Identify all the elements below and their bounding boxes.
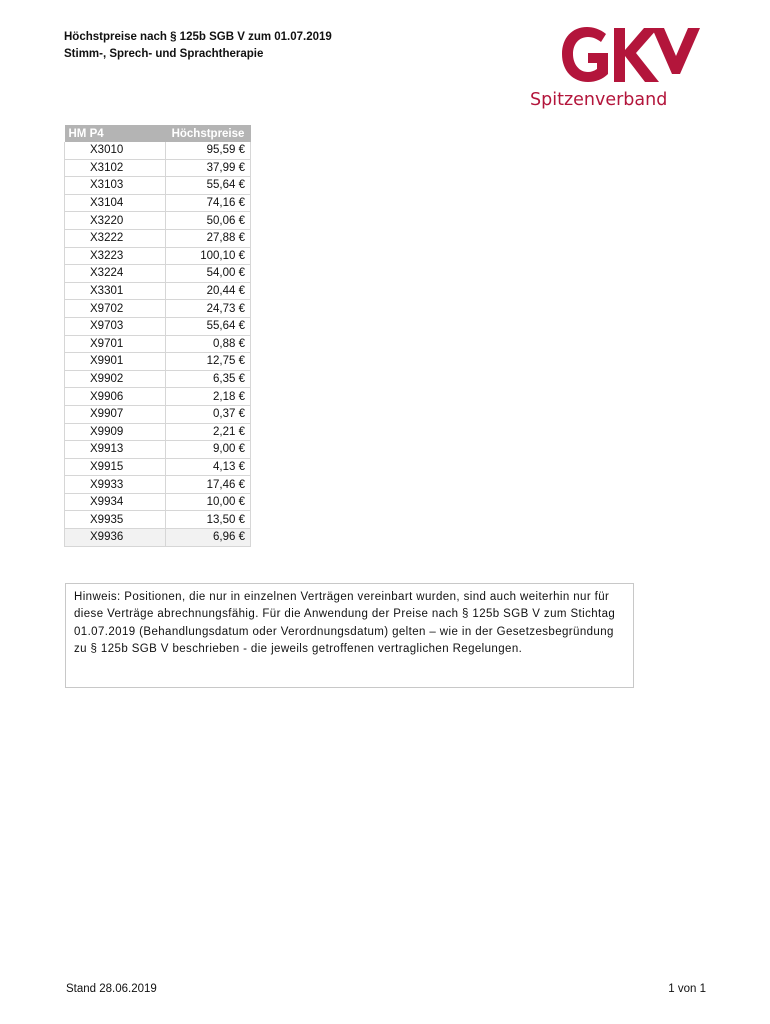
table-row [65,529,251,547]
table-row [65,159,251,177]
row-code: X9909 [65,423,166,441]
table-row [65,194,251,212]
table-row [65,300,251,318]
row-code: X9906 [65,388,166,406]
table-row [65,142,251,159]
row-price: 37,99 € [166,159,251,177]
row-code: X9913 [65,441,166,459]
row-price: 24,73 € [166,300,251,318]
row-code: X3220 [65,212,166,230]
table-row [65,317,251,335]
row-code: X9936 [65,529,166,547]
table-row [65,229,251,247]
table-row [65,405,251,423]
row-price: 13,50 € [166,511,251,529]
note-box: Hinweis: Positionen, die nur in einzelnen Verträgen vereinbart wurden, sind auch weiterhin nur für diese Verträge abrechnungsfähig. Für die Anwendung der Preise nach § 125b SGB V zum Stichtag 01.07.2019 (Behandlungsdatum oder Verordnungsdatum) gelten – wie in der Gesetzesbegründung zu § 125b SGB V beschrieben - die jeweils getroffenen vertraglichen Regelungen. [65,583,634,688]
title-line-2: Stimm-, Sprech- und Sprachtherapie [64,48,264,60]
row-price: 2,18 € [166,388,251,406]
row-price: 10,00 € [166,493,251,511]
row-code: X9915 [65,458,166,476]
row-code: X9901 [65,353,166,371]
row-code: X9934 [65,493,166,511]
row-code: X3301 [65,282,166,300]
row-price: 6,96 € [166,529,251,547]
table-row [65,423,251,441]
table-row [65,493,251,511]
row-code: X3103 [65,177,166,195]
table-row [65,247,251,265]
row-price: 12,75 € [166,353,251,371]
row-code: X3223 [65,247,166,265]
row-price: 55,64 € [166,317,251,335]
row-code: X9935 [65,511,166,529]
row-code: X3222 [65,229,166,247]
row-price: 9,00 € [166,441,251,459]
table-row [65,282,251,300]
row-price: 50,06 € [166,212,251,230]
table-row [65,370,251,388]
row-price: 2,21 € [166,423,251,441]
table-row [65,177,251,195]
row-code: X9702 [65,300,166,318]
row-code: X9907 [65,405,166,423]
row-price: 74,16 € [166,194,251,212]
row-price: 6,35 € [166,370,251,388]
row-code: X9933 [65,476,166,494]
table-row [65,511,251,529]
footer-page-number: 1 von 1 [668,983,706,995]
row-price: 0,88 € [166,335,251,353]
row-code: X3102 [65,159,166,177]
table-row [65,353,251,371]
table-row [65,458,251,476]
header-code: HM P4 [65,125,166,142]
row-price: 17,46 € [166,476,251,494]
footer-stand: Stand 28.06.2019 [66,983,157,995]
row-price: 95,59 € [166,142,251,159]
row-code: X3224 [65,265,166,283]
table-row [65,476,251,494]
table-row [65,335,251,353]
header-price: Höchstpreise [166,125,251,142]
table-row [65,441,251,459]
logo-tagline: Spitzenverband [530,90,668,110]
table-row [65,265,251,283]
price-table-body [65,142,251,546]
row-price: 4,13 € [166,458,251,476]
row-price: 20,44 € [166,282,251,300]
row-code: X9703 [65,317,166,335]
title-line-1: Höchstpreise nach § 125b SGB V zum 01.07.2019 [64,31,332,43]
row-price: 100,10 € [166,247,251,265]
table-header-row [65,125,251,142]
row-code: X3010 [65,142,166,159]
row-code: X9701 [65,335,166,353]
row-price: 54,00 € [166,265,251,283]
page-title [64,29,332,63]
row-price: 55,64 € [166,177,251,195]
row-code: X9902 [65,370,166,388]
row-code: X3104 [65,194,166,212]
gkv-logo-mark [560,26,700,84]
gkv-logo [524,26,714,116]
price-table [64,125,251,547]
row-price: 0,37 € [166,405,251,423]
table-row [65,212,251,230]
row-price: 27,88 € [166,229,251,247]
table-row [65,388,251,406]
